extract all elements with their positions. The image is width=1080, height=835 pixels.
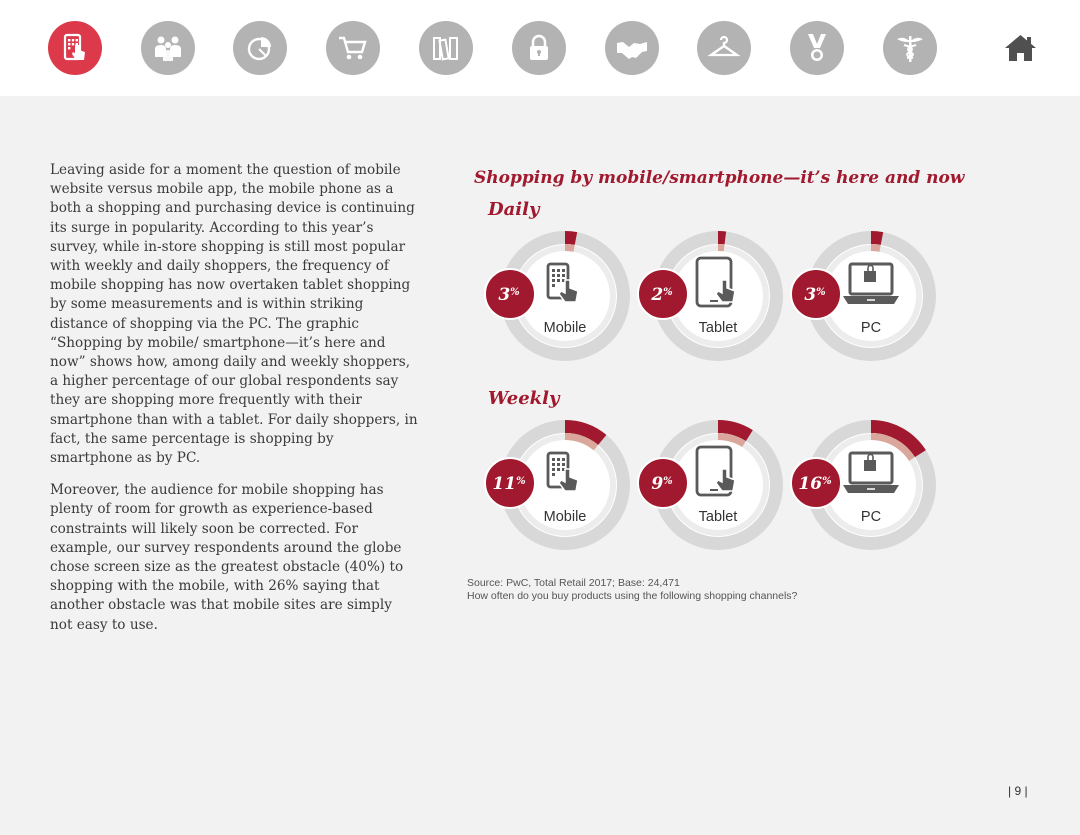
paragraph-1: Leaving aside for a moment the question of mobile website versus mobile app, the mobile phone as a both a shopping and purchasing device is continuing its surge in popularity. According to this year’s survey, while in-store shopping is still most popular with weekly and daily shoppers, the frequency of mobile shopping has now overtaken tablet shopping by some measurements and is within striking distance of shopping via the PC. The graphic “Shopping by mobile/ smartphone—it’s here and now” shows how, among daily and weekly shoppers, a higher percentage of our global respondents say they are shopping more frequently with their smartphone than with a tablet. For daily shoppers, in fact, the same percentage is shopping by smartphone as by PC. [50, 162, 418, 467]
donut-daily-pc [791, 231, 936, 361]
source-line: Source: PwC, Total Retail 2017; Base: 24,471 [467, 577, 680, 589]
chart-title: Shopping by mobile/smartphone—it’s here and now [474, 168, 965, 188]
category-label: Mobile [543, 320, 587, 336]
category-label: Tablet [698, 320, 738, 336]
source-note [467, 577, 797, 603]
donut-daily-mobile [485, 231, 630, 361]
section-label-weekly: Weekly [488, 388, 560, 409]
percent-value: 3% [498, 285, 520, 305]
percent-value: 9% [651, 474, 673, 494]
donut-weekly-tablet [638, 420, 783, 550]
donut-daily-tablet [638, 231, 783, 361]
percent-value: 3% [804, 285, 826, 305]
category-label: PC [860, 509, 882, 525]
donut-weekly-mobile [485, 420, 630, 550]
percent-value: 11% [492, 474, 526, 494]
percent-value: 16% [798, 474, 832, 494]
page-number: | 9 | [1008, 784, 1028, 798]
paragraph-2: Moreover, the audience for mobile shopping has plenty of room for growth as experience-based constraints will likely soon be corrected. For example, our survey respondents around the globe chose screen size as the greatest obstacle (40%) to shopping with the mobile, with 26% saying that another obstacle was that mobile sites are simply not easy to use. [50, 482, 404, 633]
question-line: How often do you buy products using the following shopping channels? [467, 590, 798, 602]
category-label: Mobile [543, 509, 587, 525]
category-label: PC [860, 320, 882, 336]
donut-weekly-pc [791, 420, 936, 550]
section-label-daily: Daily [488, 199, 540, 220]
percent-value: 2% [651, 285, 673, 305]
category-label: Tablet [698, 509, 738, 525]
